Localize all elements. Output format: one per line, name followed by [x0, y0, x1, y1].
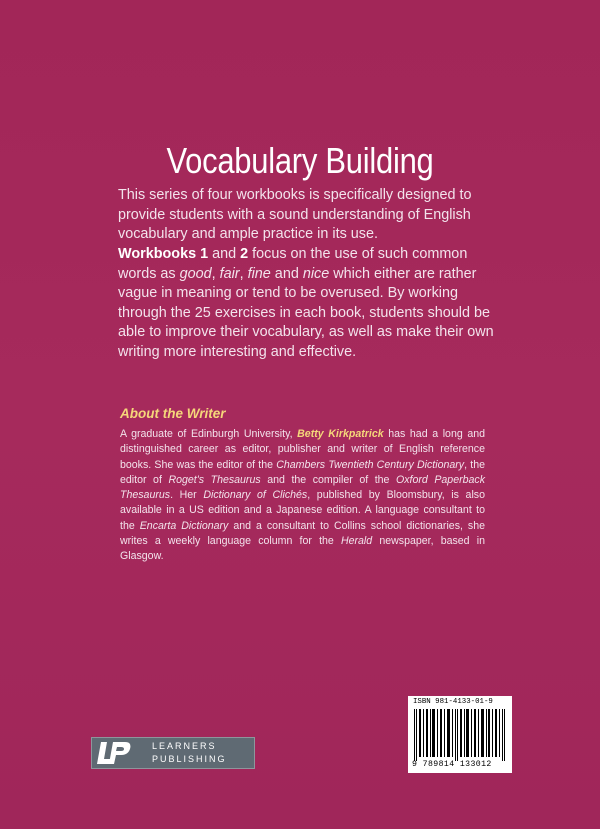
text: ,	[211, 265, 220, 282]
isbn-text: ISBN 981-4133-01-9	[413, 698, 493, 706]
book-reference: Oxford Paperback Thesaurus	[120, 473, 485, 502]
text: has had a long and distinguished career as editor, publisher and writer of English reference books. She was the editor of the	[120, 428, 486, 471]
text: , the editor of	[120, 458, 485, 486]
example-word: fair	[219, 265, 240, 282]
about-writer-text	[120, 427, 485, 565]
barcode-digits: 9 789814 133012	[412, 760, 492, 769]
text: and the compiler of the	[260, 473, 396, 486]
text: , published by Bloomsbury, is also available in a US edition and a Japanese edition. A language consultant to the	[120, 489, 485, 532]
text: and	[208, 246, 241, 262]
text: . Her	[170, 489, 204, 502]
description-paragraph-2	[118, 245, 498, 363]
example-word: fine	[247, 265, 271, 282]
barcode-label	[408, 696, 512, 773]
lp-logo-icon	[95, 739, 133, 767]
example-word: good	[179, 265, 212, 282]
barcode-icon	[414, 709, 506, 761]
text: ,	[239, 265, 248, 282]
book-reference: Herald	[340, 535, 373, 548]
description-paragraph-1: This series of four workbooks is specifically designed to provide students with a sound understanding of English vocabulary and ample practice in its use.	[118, 187, 472, 243]
example-word: nice	[302, 265, 330, 282]
about-heading: About the Writer	[120, 406, 226, 421]
text: A graduate of Edinburgh University,	[120, 428, 298, 440]
publisher-name-line-2: PUBLISHING	[152, 754, 227, 764]
publisher-logo	[91, 737, 255, 769]
text: which either are rather vague in meaning or tend to be overused. By working through the 25 exercises in each book, students should be able to improve their vocabulary, as well as make their own writing more interesting and effective.	[118, 265, 494, 360]
book-reference: Encarta Dictionary	[139, 519, 229, 532]
book-reference: Roget's Thesaurus	[168, 473, 261, 486]
book-reference: Chambers Twentieth Century Dictionary	[276, 458, 465, 471]
text: focus on the use of such common words as	[118, 246, 468, 282]
book-title: Vocabulary Building	[166, 140, 434, 182]
text: and	[270, 265, 303, 282]
workbook-number: 2	[240, 246, 249, 262]
author-name: Betty Kirkpatrick	[297, 428, 384, 440]
workbook-label: Workbooks 1	[118, 246, 209, 262]
text: newspaper, based in Glasgow.	[120, 535, 485, 563]
book-reference: Dictionary of Clichés	[203, 489, 308, 502]
text: and a consultant to Collins school dictionaries, she writes a weekly language column for the	[120, 519, 486, 548]
publisher-name-line-1: LEARNERS	[152, 741, 217, 751]
